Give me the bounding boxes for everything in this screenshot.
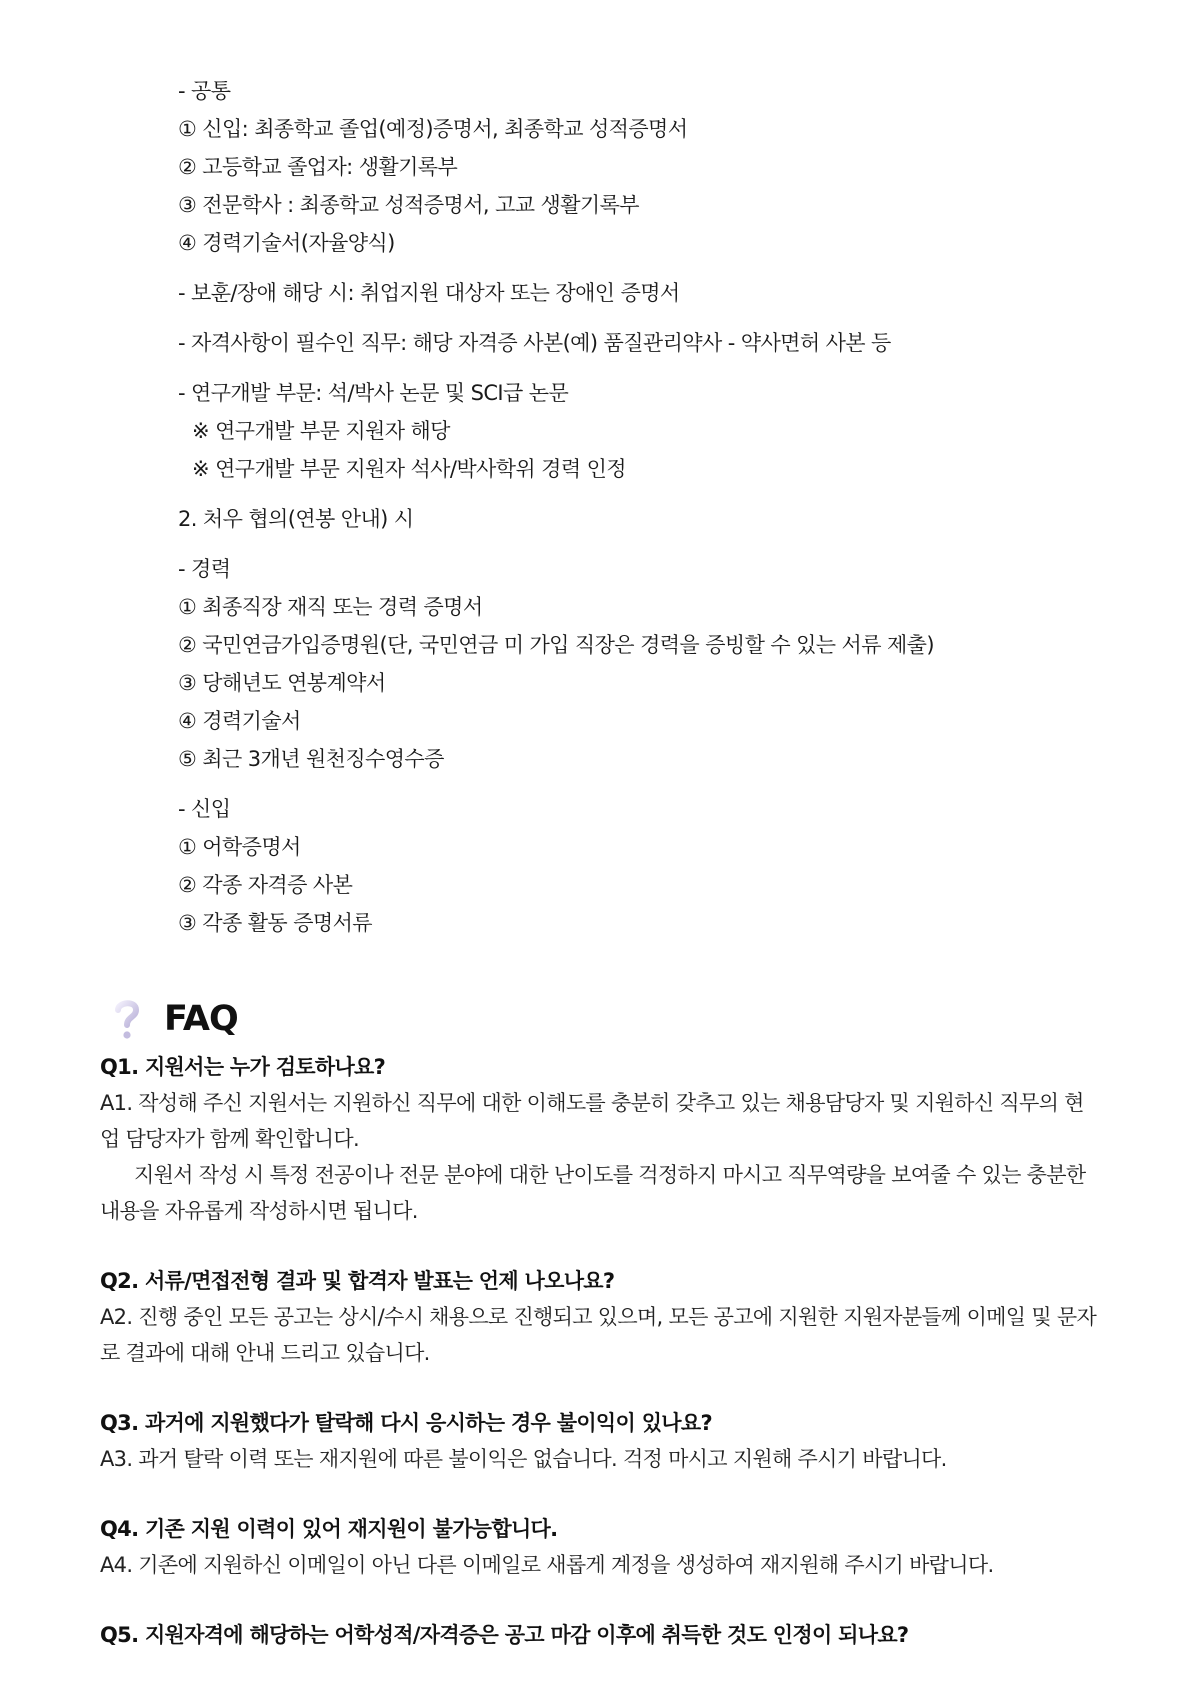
section2-heading: 2. 처우 협의(연봉 안내) 시 bbox=[178, 507, 414, 531]
list-item: ⑤ 최근 3개년 원천징수영수증 bbox=[178, 747, 444, 771]
faq-item bbox=[100, 1263, 1100, 1371]
veteran-group bbox=[178, 274, 1138, 312]
rnd-note: ※ 연구개발 부문 지원자 석사/박사학위 경력 인정 bbox=[192, 457, 626, 481]
list-item: ④ 경력기술서 bbox=[178, 709, 301, 733]
faq-answer: A1. 작성해 주신 지원서는 지원하신 직무에 대한 이해도를 충분히 갖추고 있는 채용담당자 및 지원하신 직무의 현업 담당자가 함께 확인합니다. bbox=[100, 1091, 1084, 1151]
faq-question: Q3. 과거에 지원했다가 탈락해 다시 응시하는 경우 불이익이 있나요? bbox=[100, 1411, 712, 1435]
list-item: ② 고등학교 졸업자: 생활기록부 bbox=[178, 155, 458, 179]
required-documents-section bbox=[178, 72, 1138, 954]
rnd-note: ※ 연구개발 부문 지원자 해당 bbox=[192, 419, 450, 443]
rnd-group bbox=[178, 374, 1138, 488]
faq-answer: 지원서 작성 시 특정 전공이나 전문 분야에 대한 난이도를 걱정하지 마시고 직무역량을 보여줄 수 있는 충분한 내용을 자유롭게 작성하시면 됩니다. bbox=[100, 1163, 1086, 1223]
list-item: ① 신입: 최종학교 졸업(예정)증명서, 최종학교 성적증명서 bbox=[178, 117, 688, 141]
question-mark-icon bbox=[112, 998, 142, 1040]
list-item: ② 국민연금가입증명원(단, 국민연금 미 가입 직장은 경력을 증빙할 수 있는 서류 제출) bbox=[178, 633, 934, 657]
common-documents-group bbox=[178, 72, 1138, 262]
faq-item bbox=[100, 1405, 1100, 1477]
career-documents-group bbox=[178, 550, 1138, 778]
newcomer-documents-group bbox=[178, 790, 1138, 942]
faq-header bbox=[100, 995, 1100, 1043]
faq-title: FAQ bbox=[164, 999, 238, 1039]
license-line: - 자격사항이 필수인 직무: 해당 자격증 사본(예) 품질관리약사 - 약사면허 사본 등 bbox=[178, 331, 891, 355]
career-heading: - 경력 bbox=[178, 557, 231, 581]
list-item: ③ 전문학사 : 최종학교 성적증명서, 고교 생활기록부 bbox=[178, 193, 639, 217]
list-item: ③ 각종 활동 증명서류 bbox=[178, 911, 372, 935]
list-item: ② 각종 자격증 사본 bbox=[178, 873, 353, 897]
faq-item bbox=[100, 1617, 1100, 1653]
newcomer-heading: - 신입 bbox=[178, 797, 231, 821]
faq-item bbox=[100, 1049, 1100, 1229]
faq-question: Q4. 기존 지원 이력이 있어 재지원이 불가능합니다. bbox=[100, 1517, 558, 1541]
common-heading: - 공통 bbox=[178, 79, 231, 103]
faq-answer: A3. 과거 탈락 이력 또는 재지원에 따른 불이익은 없습니다. 걱정 마시고 지원해 주시기 바랍니다. bbox=[100, 1447, 947, 1471]
faq-item bbox=[100, 1511, 1100, 1583]
faq-question: Q2. 서류/면접전형 결과 및 합격자 발표는 언제 나오나요? bbox=[100, 1269, 615, 1293]
faq-question: Q5. 지원자격에 해당하는 어학성적/자격증은 공고 마감 이후에 취득한 것도 인정이 되나요? bbox=[100, 1623, 909, 1647]
faq-question: Q1. 지원서는 누가 검토하나요? bbox=[100, 1055, 386, 1079]
list-item: ① 최종직장 재직 또는 경력 증명서 bbox=[178, 595, 483, 619]
faq-answer: A2. 진행 중인 모든 공고는 상시/수시 채용으로 진행되고 있으며, 모든 공고에 지원한 지원자분들께 이메일 및 문자로 결과에 대해 안내 드리고 있습니다. bbox=[100, 1305, 1097, 1365]
license-group bbox=[178, 324, 1138, 362]
faq-answer: A4. 기존에 지원하신 이메일이 아닌 다른 이메일로 새롭게 계정을 생성하여 재지원해 주시기 바랍니다. bbox=[100, 1553, 994, 1577]
list-item: ③ 당해년도 연봉계약서 bbox=[178, 671, 386, 695]
veteran-line: - 보훈/장애 해당 시: 취업지원 대상자 또는 장애인 증명서 bbox=[178, 281, 680, 305]
section2-group bbox=[178, 500, 1138, 538]
list-item: ① 어학증명서 bbox=[178, 835, 301, 859]
rnd-line: - 연구개발 부문: 석/박사 논문 및 SCI급 논문 bbox=[178, 381, 569, 405]
faq-section bbox=[100, 995, 1100, 1687]
list-item: ④ 경력기술서(자율양식) bbox=[178, 231, 395, 255]
